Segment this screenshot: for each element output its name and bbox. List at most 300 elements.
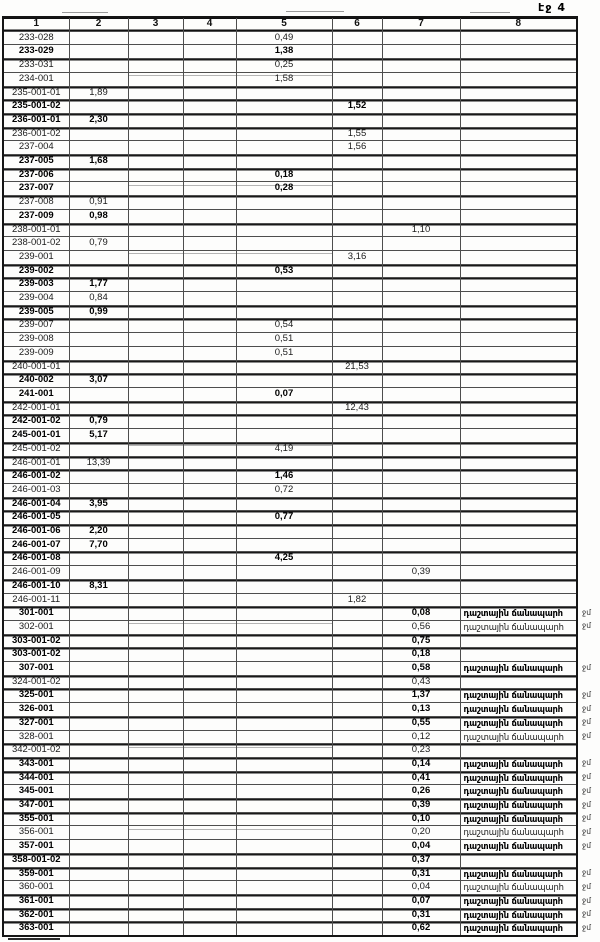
table-row — [3, 223, 577, 237]
value-cell: 0,37 — [382, 853, 460, 867]
table-row — [3, 45, 577, 59]
scan-artifact — [62, 12, 108, 13]
value-cell — [128, 360, 183, 374]
table-row — [3, 100, 577, 114]
road-type-cell — [460, 346, 577, 360]
margin-note: ջմ — [582, 896, 591, 905]
value-cell — [382, 264, 460, 278]
road-type-cell — [460, 675, 577, 689]
column-header-7: 7 — [382, 17, 460, 31]
value-cell — [382, 278, 460, 292]
value-cell: 0,18 — [236, 168, 332, 182]
value-cell — [128, 209, 183, 223]
road-type-cell — [460, 319, 577, 333]
value-cell — [69, 757, 128, 771]
code-cell: 233-028 — [3, 31, 69, 45]
value-cell — [69, 620, 128, 634]
value-cell — [183, 196, 236, 210]
value-cell: 2,20 — [69, 525, 128, 539]
value-cell — [183, 401, 236, 415]
code-cell: 237-008 — [3, 196, 69, 210]
code-cell: 239-007 — [3, 319, 69, 333]
value-cell — [332, 579, 382, 593]
value-cell — [236, 662, 332, 676]
value-cell: 1,56 — [332, 141, 382, 155]
value-cell — [236, 757, 332, 771]
value-cell — [69, 511, 128, 525]
value-cell — [236, 908, 332, 922]
value-cell — [128, 607, 183, 621]
value-cell — [69, 662, 128, 676]
value-cell — [128, 113, 183, 127]
code-cell: 239-001 — [3, 250, 69, 264]
road-type-cell — [460, 264, 577, 278]
value-cell — [183, 908, 236, 922]
value-cell — [332, 881, 382, 895]
value-cell — [183, 812, 236, 826]
table-row — [3, 662, 577, 676]
value-cell — [332, 31, 382, 45]
value-cell — [183, 497, 236, 511]
table-row — [3, 497, 577, 511]
value-cell — [69, 675, 128, 689]
value-cell — [183, 182, 236, 196]
table-row — [3, 470, 577, 484]
code-cell: 246-001-10 — [3, 579, 69, 593]
value-cell — [128, 292, 183, 306]
value-cell — [69, 264, 128, 278]
value-cell — [236, 771, 332, 785]
code-cell: 246-001-04 — [3, 497, 69, 511]
value-cell — [382, 415, 460, 429]
value-cell — [332, 264, 382, 278]
table-row — [3, 881, 577, 895]
value-cell — [128, 922, 183, 936]
table-row — [3, 31, 577, 45]
value-cell — [236, 429, 332, 443]
table-row — [3, 141, 577, 155]
table-row — [3, 853, 577, 867]
table-row — [3, 237, 577, 251]
code-cell: 236-001-01 — [3, 113, 69, 127]
value-cell: 0,43 — [382, 675, 460, 689]
value-cell — [69, 45, 128, 59]
value-cell: 0,04 — [382, 840, 460, 854]
value-cell — [236, 415, 332, 429]
value-cell — [69, 319, 128, 333]
value-cell — [183, 511, 236, 525]
value-cell — [183, 278, 236, 292]
value-cell: 0,53 — [236, 264, 332, 278]
value-cell — [69, 552, 128, 566]
table-row — [3, 689, 577, 703]
value-cell — [183, 346, 236, 360]
value-cell — [236, 223, 332, 237]
road-type-cell — [460, 442, 577, 456]
value-cell — [332, 675, 382, 689]
code-cell: 246-001-07 — [3, 538, 69, 552]
code-cell: 239-003 — [3, 278, 69, 292]
value-cell: 3,07 — [69, 374, 128, 388]
value-cell — [128, 525, 183, 539]
value-cell — [183, 716, 236, 730]
code-cell: 239-004 — [3, 292, 69, 306]
value-cell — [236, 593, 332, 607]
code-cell: 236-001-02 — [3, 127, 69, 141]
value-cell — [128, 415, 183, 429]
code-cell: 361-001 — [3, 895, 69, 909]
margin-note: ջմ — [582, 621, 591, 630]
value-cell — [128, 511, 183, 525]
road-type-cell — [460, 155, 577, 169]
table-row — [3, 360, 577, 374]
value-cell — [332, 497, 382, 511]
value-cell — [332, 429, 382, 443]
road-type-cell — [460, 387, 577, 401]
road-type-cell — [460, 853, 577, 867]
road-type-cell: դաշտային ճանապարհ — [460, 840, 577, 854]
value-cell — [382, 113, 460, 127]
value-cell — [382, 387, 460, 401]
code-cell: 237-006 — [3, 168, 69, 182]
value-cell — [128, 182, 183, 196]
value-cell — [128, 744, 183, 758]
value-cell — [69, 333, 128, 347]
table-row — [3, 922, 577, 936]
table-header-row — [3, 17, 577, 31]
value-cell — [332, 552, 382, 566]
value-cell — [332, 442, 382, 456]
value-cell — [236, 785, 332, 799]
value-cell — [128, 470, 183, 484]
code-cell: 359-001 — [3, 867, 69, 881]
code-cell: 235-001-01 — [3, 86, 69, 100]
value-cell — [128, 634, 183, 648]
value-cell — [382, 45, 460, 59]
value-cell — [128, 716, 183, 730]
scan-artifact — [286, 11, 344, 12]
data-table — [2, 16, 578, 937]
value-cell — [128, 826, 183, 840]
value-cell — [332, 853, 382, 867]
value-cell — [183, 771, 236, 785]
value-cell — [183, 799, 236, 813]
value-cell — [236, 292, 332, 306]
value-cell — [382, 141, 460, 155]
value-cell — [69, 100, 128, 114]
value-cell — [183, 552, 236, 566]
value-cell: 1,89 — [69, 86, 128, 100]
value-cell — [128, 196, 183, 210]
road-type-cell — [460, 429, 577, 443]
road-type-cell — [460, 634, 577, 648]
value-cell — [69, 840, 128, 854]
value-cell — [236, 840, 332, 854]
value-cell — [332, 895, 382, 909]
value-cell — [332, 538, 382, 552]
value-cell: 0,51 — [236, 333, 332, 347]
column-header-4: 4 — [183, 17, 236, 31]
value-cell — [128, 72, 183, 86]
value-cell: 0,98 — [69, 209, 128, 223]
road-type-cell — [460, 141, 577, 155]
value-cell — [236, 305, 332, 319]
table-row — [3, 744, 577, 758]
value-cell — [183, 31, 236, 45]
column-header-2: 2 — [69, 17, 128, 31]
road-type-cell — [460, 113, 577, 127]
margin-note: ջմ — [582, 882, 591, 891]
value-cell — [183, 689, 236, 703]
value-cell — [183, 566, 236, 580]
value-cell — [382, 483, 460, 497]
value-cell — [183, 744, 236, 758]
table-row — [3, 292, 577, 306]
code-cell: 356-001 — [3, 826, 69, 840]
value-cell — [128, 100, 183, 114]
value-cell: 1,77 — [69, 278, 128, 292]
value-cell — [332, 867, 382, 881]
value-cell: 21,53 — [332, 360, 382, 374]
value-cell — [382, 209, 460, 223]
value-cell — [183, 607, 236, 621]
value-cell: 0,13 — [382, 703, 460, 717]
value-cell — [236, 744, 332, 758]
table-row — [3, 799, 577, 813]
value-cell — [69, 593, 128, 607]
table-row — [3, 168, 577, 182]
value-cell — [128, 86, 183, 100]
value-cell — [332, 908, 382, 922]
value-cell — [236, 620, 332, 634]
value-cell — [128, 689, 183, 703]
table-row — [3, 730, 577, 744]
value-cell — [236, 634, 332, 648]
value-cell — [69, 744, 128, 758]
code-cell: 360-001 — [3, 881, 69, 895]
value-cell — [382, 237, 460, 251]
value-cell — [183, 45, 236, 59]
value-cell — [128, 401, 183, 415]
value-cell: 0,62 — [382, 922, 460, 936]
value-cell — [332, 771, 382, 785]
value-cell: 0,26 — [382, 785, 460, 799]
column-header-5: 5 — [236, 17, 332, 31]
value-cell — [69, 730, 128, 744]
value-cell — [332, 374, 382, 388]
road-type-cell — [460, 127, 577, 141]
value-cell — [183, 579, 236, 593]
road-type-cell — [460, 45, 577, 59]
code-cell: 237-005 — [3, 155, 69, 169]
table-row — [3, 319, 577, 333]
value-cell: 1,82 — [332, 593, 382, 607]
value-cell — [183, 374, 236, 388]
code-cell: 235-001-02 — [3, 100, 69, 114]
value-cell — [128, 648, 183, 662]
table-row — [3, 264, 577, 278]
value-cell — [128, 799, 183, 813]
value-cell — [332, 483, 382, 497]
table-row — [3, 401, 577, 415]
code-cell: 343-001 — [3, 757, 69, 771]
value-cell: 4,25 — [236, 552, 332, 566]
code-cell: 327-001 — [3, 716, 69, 730]
value-cell — [69, 771, 128, 785]
value-cell — [128, 168, 183, 182]
table-row — [3, 209, 577, 223]
value-cell — [382, 429, 460, 443]
value-cell: 0,08 — [382, 607, 460, 621]
value-cell: 0,51 — [236, 346, 332, 360]
value-cell — [332, 45, 382, 59]
value-cell — [382, 127, 460, 141]
value-cell — [236, 401, 332, 415]
value-cell — [69, 648, 128, 662]
table-row — [3, 826, 577, 840]
value-cell: 1,58 — [236, 72, 332, 86]
road-type-cell: դաշտային ճանապարհ — [460, 895, 577, 909]
value-cell — [332, 757, 382, 771]
code-cell: 355-001 — [3, 812, 69, 826]
table-row — [3, 895, 577, 909]
table-row — [3, 250, 577, 264]
table-row — [3, 757, 577, 771]
value-cell — [69, 127, 128, 141]
margin-note: ջմ — [582, 868, 591, 877]
table-row — [3, 155, 577, 169]
value-cell — [332, 209, 382, 223]
value-cell — [183, 264, 236, 278]
value-cell — [236, 155, 332, 169]
table-row — [3, 387, 577, 401]
value-cell — [236, 209, 332, 223]
value-cell: 0,39 — [382, 566, 460, 580]
value-cell — [332, 346, 382, 360]
value-cell — [128, 867, 183, 881]
value-cell: 1,10 — [382, 223, 460, 237]
road-type-cell: դաշտային ճանապարհ — [460, 812, 577, 826]
value-cell — [128, 497, 183, 511]
value-cell: 3,95 — [69, 497, 128, 511]
scan-artifact — [8, 938, 60, 940]
value-cell — [332, 662, 382, 676]
value-cell — [183, 675, 236, 689]
road-type-cell — [460, 100, 577, 114]
table-row — [3, 113, 577, 127]
value-cell — [183, 155, 236, 169]
value-cell — [183, 593, 236, 607]
value-cell — [128, 442, 183, 456]
code-cell: 303-001-02 — [3, 648, 69, 662]
code-cell: 239-009 — [3, 346, 69, 360]
value-cell — [128, 333, 183, 347]
value-cell — [183, 456, 236, 470]
value-cell — [183, 360, 236, 374]
value-cell: 1,68 — [69, 155, 128, 169]
value-cell — [183, 168, 236, 182]
value-cell: 0,58 — [382, 662, 460, 676]
value-cell — [183, 250, 236, 264]
value-cell — [69, 785, 128, 799]
value-cell — [332, 168, 382, 182]
value-cell — [382, 319, 460, 333]
value-cell: 1,37 — [382, 689, 460, 703]
value-cell — [382, 196, 460, 210]
value-cell — [183, 525, 236, 539]
code-cell: 246-001-08 — [3, 552, 69, 566]
value-cell — [128, 456, 183, 470]
margin-note: ջմ — [582, 827, 591, 836]
column-header-6: 6 — [332, 17, 382, 31]
value-cell — [128, 59, 183, 73]
value-cell — [332, 155, 382, 169]
value-cell — [183, 840, 236, 854]
code-cell: 242-001-02 — [3, 415, 69, 429]
margin-note: ջմ — [582, 800, 591, 809]
value-cell — [183, 757, 236, 771]
value-cell — [236, 456, 332, 470]
value-cell — [332, 333, 382, 347]
value-cell — [332, 648, 382, 662]
value-cell — [236, 127, 332, 141]
value-cell — [69, 401, 128, 415]
table-row — [3, 538, 577, 552]
code-cell: 238-001-01 — [3, 223, 69, 237]
value-cell — [332, 730, 382, 744]
value-cell — [332, 470, 382, 484]
road-type-cell — [460, 209, 577, 223]
table-row — [3, 86, 577, 100]
value-cell — [183, 895, 236, 909]
table-row — [3, 675, 577, 689]
road-type-cell: դաշտային ճանապարհ — [460, 771, 577, 785]
value-cell — [183, 634, 236, 648]
table-row — [3, 483, 577, 497]
value-cell — [183, 730, 236, 744]
margin-note: ջմ — [582, 758, 591, 767]
value-cell — [332, 59, 382, 73]
code-cell: 239-008 — [3, 333, 69, 347]
value-cell: 0,14 — [382, 757, 460, 771]
code-cell: 246-001-06 — [3, 525, 69, 539]
table-row — [3, 333, 577, 347]
value-cell — [236, 826, 332, 840]
value-cell — [69, 634, 128, 648]
value-cell — [332, 511, 382, 525]
road-type-cell — [460, 182, 577, 196]
value-cell — [332, 607, 382, 621]
value-cell — [69, 607, 128, 621]
road-type-cell — [460, 538, 577, 552]
code-cell: 357-001 — [3, 840, 69, 854]
value-cell — [128, 223, 183, 237]
margin-note: ջմ — [582, 663, 591, 672]
road-type-cell — [460, 470, 577, 484]
value-cell — [332, 456, 382, 470]
value-cell — [236, 497, 332, 511]
table-row — [3, 59, 577, 73]
value-cell — [183, 127, 236, 141]
value-cell — [183, 100, 236, 114]
value-cell — [183, 319, 236, 333]
value-cell: 1,55 — [332, 127, 382, 141]
value-cell — [183, 853, 236, 867]
value-cell — [332, 113, 382, 127]
value-cell — [382, 470, 460, 484]
value-cell — [128, 730, 183, 744]
value-cell — [183, 442, 236, 456]
